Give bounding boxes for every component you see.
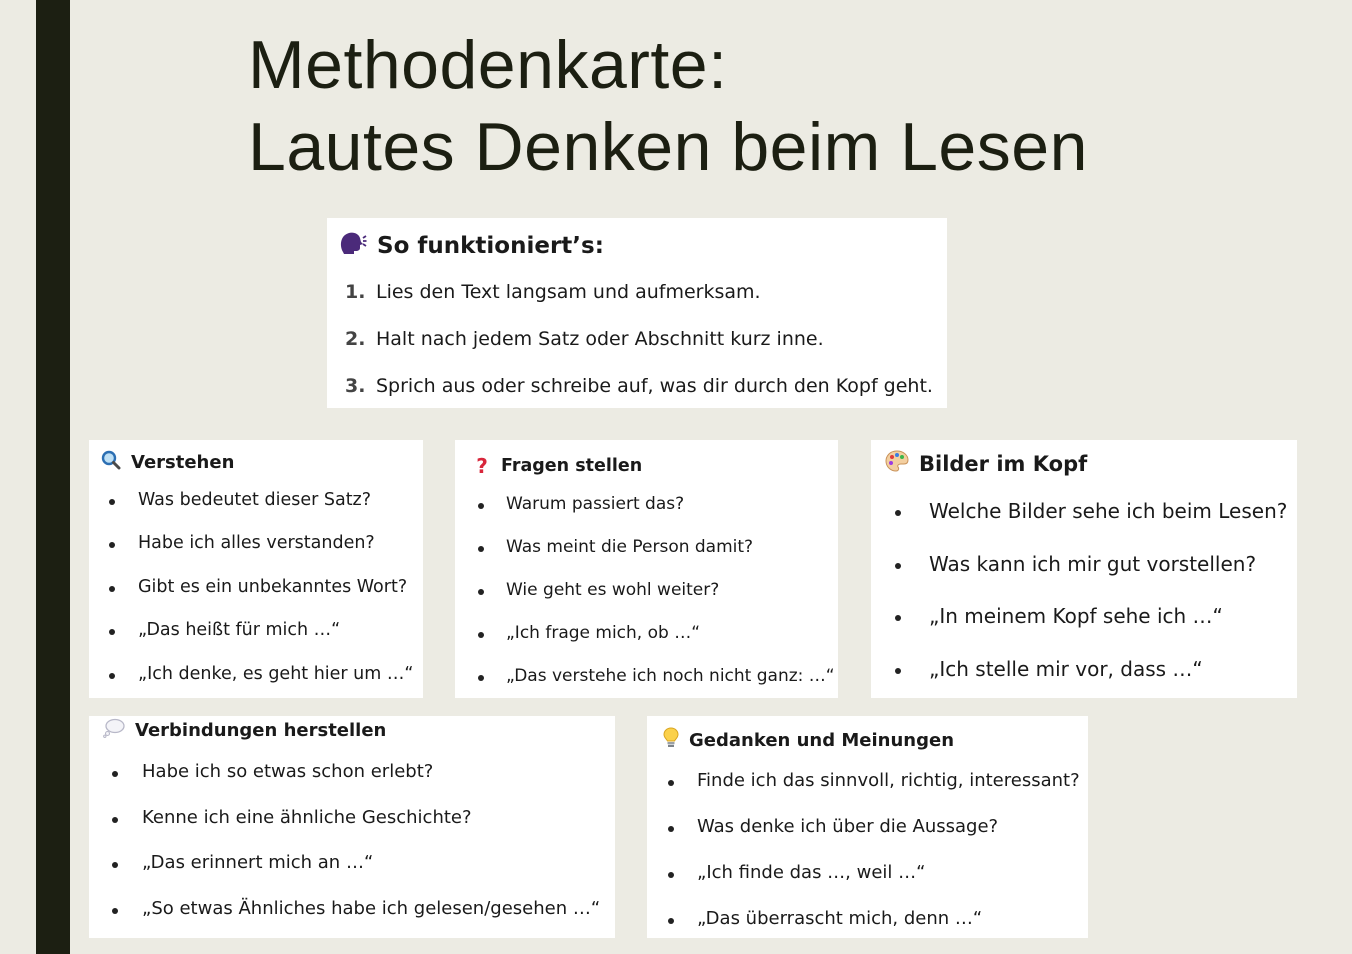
list-item [478,494,684,514]
bullet [478,503,484,509]
list-item [112,761,433,782]
step-text: Lies den Text langsam und aufmerksam. [376,281,761,303]
list-item-text: Kenne ich eine ähnliche Geschichte? [142,807,472,828]
list-item [668,908,982,929]
bullet [109,586,115,592]
step-number: 1. [345,281,366,303]
bullet [112,908,118,914]
bullet [478,589,484,595]
list-item [112,807,472,828]
bullet [109,629,115,635]
page-title [248,24,1088,188]
card-heading [103,718,386,743]
step-item [345,328,824,350]
list-item-text: Was meint die Person damit? [506,537,754,557]
list-item [895,552,1256,576]
card-title: Verstehen [131,452,235,473]
how-it-works-title: So funktioniert’s: [377,233,604,259]
list-item-text: „Ich finde das …, weil …“ [697,862,926,883]
card-heading [885,450,1087,477]
list-item [112,852,373,873]
list-item [895,604,1223,628]
list-item-text: Wie geht es wohl weiter? [506,580,720,600]
bullet [895,510,901,516]
list-item-text: Habe ich alles verstanden? [138,533,375,553]
card-verbindungen-herstellen [89,716,615,938]
list-item-text: „Das überrascht mich, denn …“ [697,908,983,929]
bullet [112,771,118,777]
list-item [109,490,371,510]
list-item [895,657,1203,681]
question-mark-icon: ? [476,454,488,478]
card-heading [101,450,234,475]
step-number: 3. [345,375,366,397]
list-item [895,499,1287,523]
light-bulb-icon [663,727,679,754]
bullet [668,780,674,786]
bullet [478,546,484,552]
card-heading [473,454,642,478]
bullet [478,675,484,681]
step-number: 2. [345,328,366,350]
card-bilder-im-kopf [871,440,1297,698]
thought-bubble-icon [103,718,125,743]
list-item [109,664,413,684]
bullet [478,632,484,638]
title-line-1: Methodenkarte: [248,27,728,103]
card-title: Gedanken und Meinungen [689,730,955,751]
list-item-text: „Das verstehe ich noch nicht ganz: …“ [506,666,835,686]
list-item-text: Finde ich das sinnvoll, richtig, interessant? [697,770,1080,791]
bullet [895,668,901,674]
card-heading [663,727,954,754]
bullet [668,826,674,832]
bullet [895,615,901,621]
list-item-text: Gibt es ein unbekanntes Wort? [138,577,408,597]
list-item [109,533,375,553]
list-item-text: Was denke ich über die Aussage? [697,816,999,837]
how-it-works-heading [339,230,604,262]
card-title: Fragen stellen [501,456,643,476]
palette-icon [885,450,909,477]
list-item [478,666,835,686]
card-title: Verbindungen herstellen [135,720,387,741]
card-fragen-stellen [455,440,838,698]
list-item [112,898,600,919]
list-item [668,770,1080,791]
list-item [478,537,753,557]
list-item-text: „In meinem Kopf sehe ich …“ [929,604,1223,628]
list-item [109,577,407,597]
bullet [112,817,118,823]
list-item-text: „Ich frage mich, ob …“ [506,623,701,643]
step-item [345,375,933,397]
list-item-text: Welche Bilder sehe ich beim Lesen? [929,499,1288,523]
list-item-text: Habe ich so etwas schon erlebt? [142,761,434,782]
list-item [478,623,700,643]
list-item-text: „So etwas Ähnliches habe ich gelesen/gesehen …“ [142,898,601,919]
card-gedanken-und-meinungen [647,716,1088,938]
list-item [668,816,998,837]
step-item [345,281,761,303]
speaking-head-icon [339,230,367,262]
list-item-text: Was bedeutet dieser Satz? [138,490,372,510]
bullet [109,542,115,548]
bullet [109,499,115,505]
step-text: Sprich aus oder schreibe auf, was dir durch den Kopf geht. [376,375,933,397]
bullet [668,872,674,878]
list-item-text: „Ich denke, es geht hier um …“ [138,664,414,684]
bullet [109,673,115,679]
list-item-text: „Das heißt für mich …“ [138,620,341,640]
list-item-text: Was kann ich mir gut vorstellen? [929,552,1257,576]
card-title: Bilder im Kopf [919,451,1088,476]
left-accent-bar [36,0,70,954]
bullet [895,563,901,569]
bullet [112,862,118,868]
list-item-text: „Ich stelle mir vor, dass …“ [929,657,1203,681]
title-line-2: Lautes Denken beim Lesen [248,109,1088,185]
list-item [109,620,340,640]
list-item [668,862,925,883]
list-item-text: „Das erinnert mich an …“ [142,852,374,873]
magnifier-icon [101,450,121,475]
step-text: Halt nach jedem Satz oder Abschnitt kurz inne. [376,328,824,350]
list-item-text: Warum passiert das? [506,494,685,514]
card-verstehen [89,440,423,698]
bullet [668,918,674,924]
how-it-works-card [327,218,947,408]
list-item [478,580,719,600]
